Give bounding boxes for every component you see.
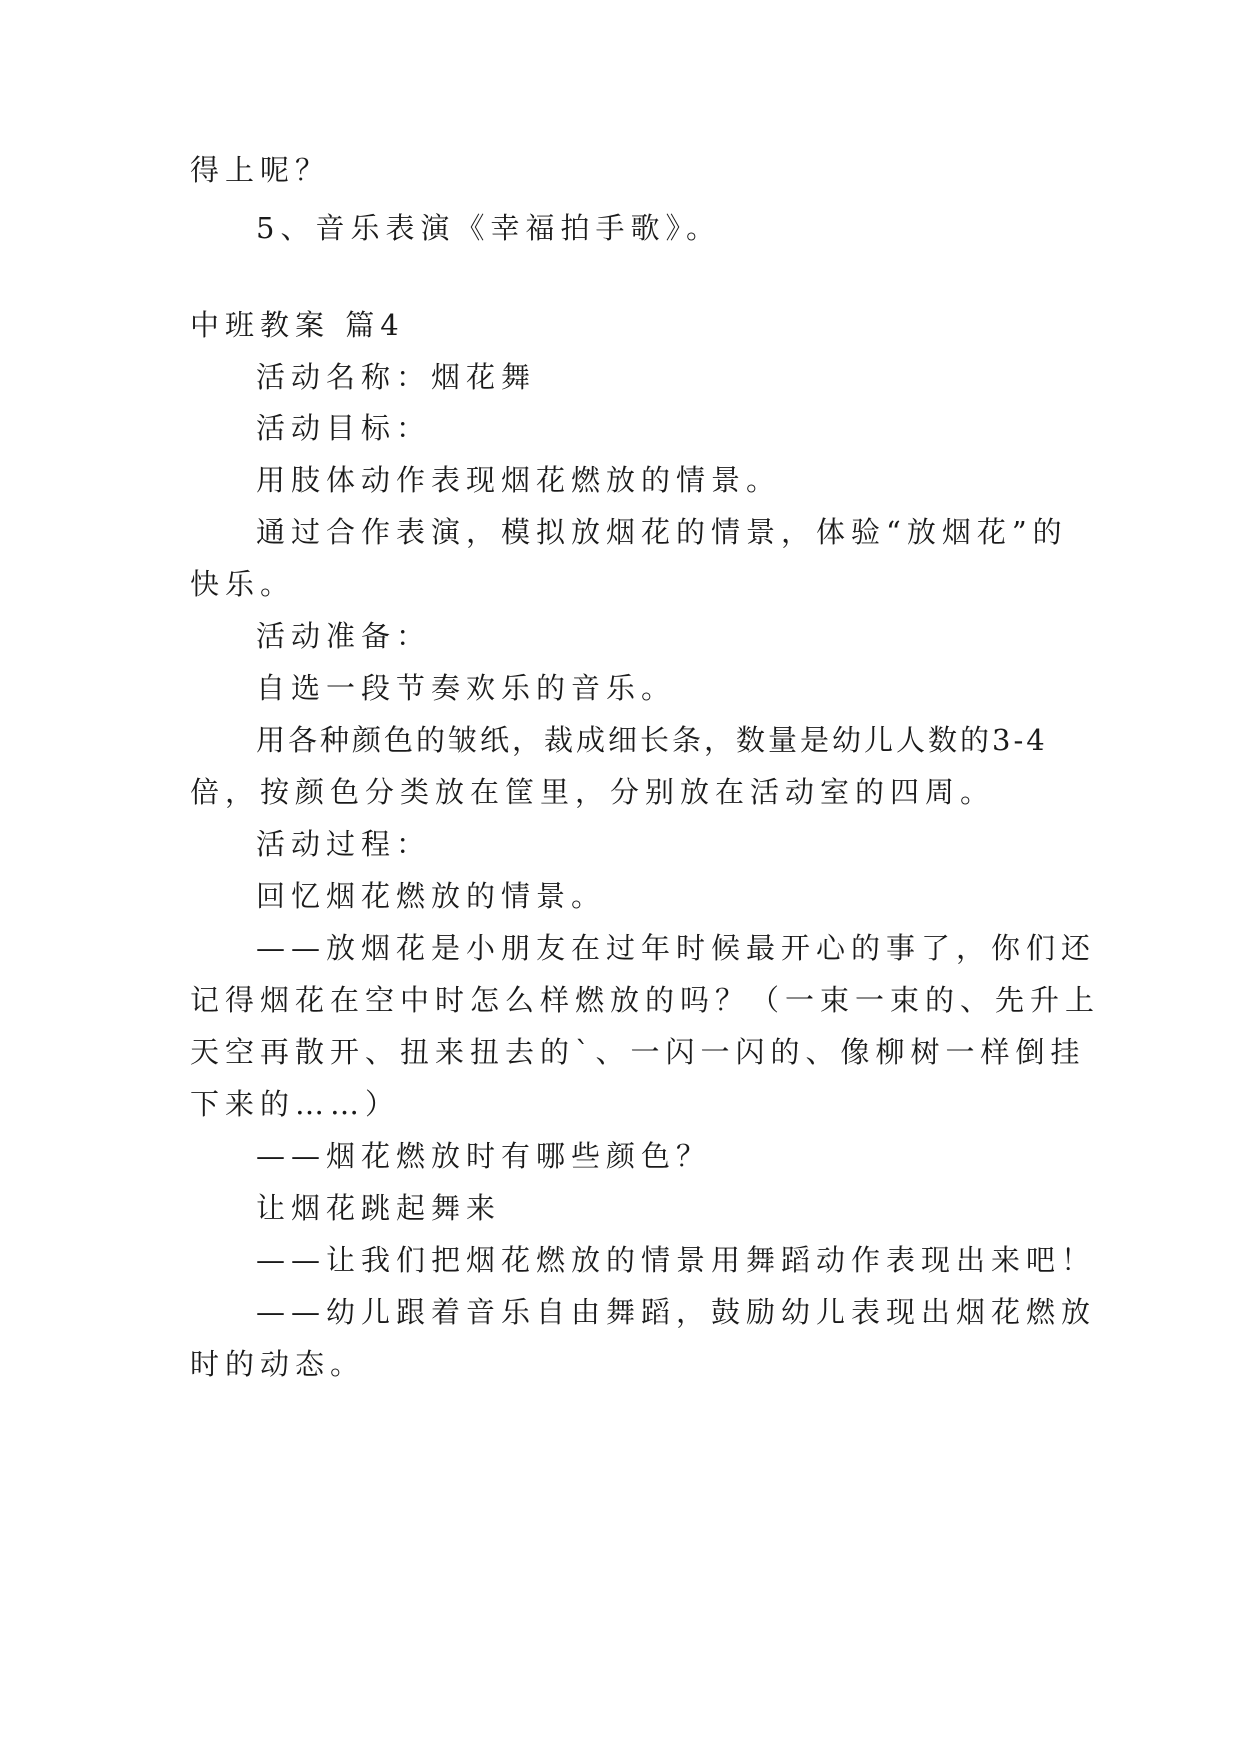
paragraph: 活动目标： [256, 411, 432, 445]
paragraph-continuation: 时的动态。 [190, 1347, 366, 1381]
paragraph: ——放烟花是小朋友在过年时候最开心的事了，你们还 [256, 931, 1097, 965]
paragraph: 活动准备： [256, 619, 432, 653]
paragraph: 通过合作表演，模拟放烟花的情景，体验“放烟花”的 [256, 515, 1068, 549]
paragraph: 自选一段节奏欢乐的音乐。 [256, 671, 677, 705]
paragraph: ——烟花燃放时有哪些颜色？ [256, 1139, 712, 1173]
paragraph: 用肢体动作表现烟花燃放的情景。 [256, 463, 782, 497]
paragraph-continuation: 下来的……） [190, 1087, 401, 1121]
paragraph-continuation: 倍，按颜色分类放在筐里，分别放在活动室的四周。 [190, 775, 996, 809]
list-item: 5、音乐表演《幸福拍手歌》。 [256, 211, 721, 245]
paragraph: ——让我们把烟花燃放的情景用舞蹈动作表现出来吧！ [256, 1243, 1097, 1277]
paragraph-continuation: 快乐。 [190, 567, 296, 601]
paragraph: 活动过程： [256, 827, 432, 861]
paragraph: 让烟花跳起舞来 [256, 1191, 502, 1225]
paragraph: 用各种颜色的皱纸，裁成细长条，数量是幼儿人数的3-4 [256, 723, 1048, 757]
paragraph: 活动名称：烟花舞 [256, 360, 537, 394]
text-line: 得上呢？ [190, 153, 331, 187]
paragraph-continuation: 记得烟花在空中时怎么样燃放的吗？（一束一束的、先升上 [190, 983, 1101, 1017]
paragraph: ——幼儿跟着音乐自由舞蹈，鼓励幼儿表现出烟花燃放 [256, 1295, 1097, 1329]
section-heading: 中班教案 篇4 [190, 308, 405, 342]
paragraph-continuation: 天空再散开、扭来扭去的`、一闪一闪的、像柳树一样倒挂 [190, 1035, 1086, 1069]
paragraph: 回忆烟花燃放的情景。 [256, 879, 607, 913]
